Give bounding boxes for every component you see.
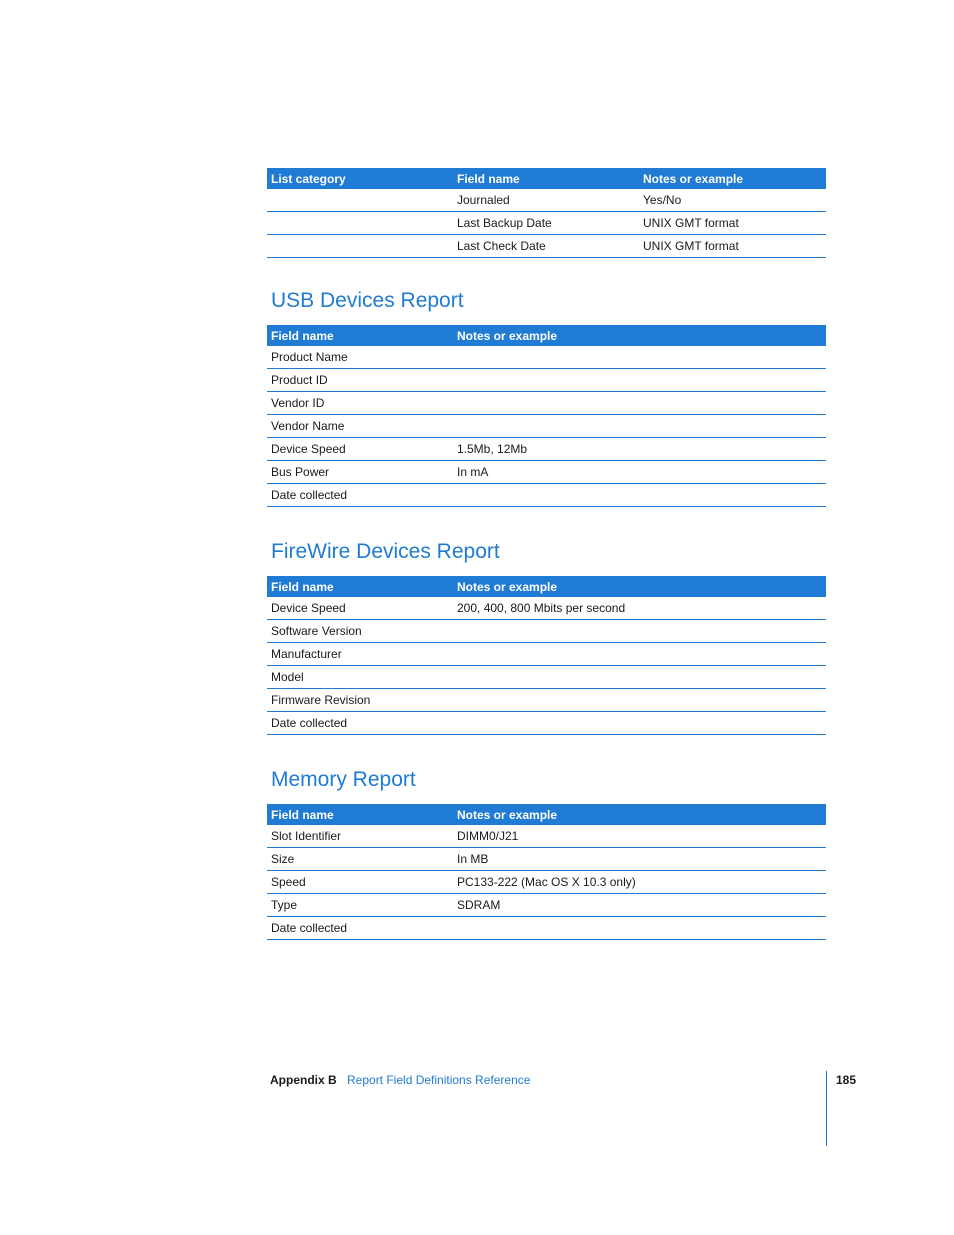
table-row <box>267 712 826 735</box>
table-cell: Date collected <box>267 484 453 507</box>
table-cell: Model <box>267 666 453 689</box>
firewire-devices-table <box>267 576 826 735</box>
table-header-row <box>267 168 826 189</box>
usb-section-title: USB Devices Report <box>271 289 464 312</box>
memory-section-title: Memory Report <box>271 768 416 791</box>
table-cell <box>453 643 826 666</box>
column-header: Field name <box>267 325 453 346</box>
table-cell: Vendor Name <box>267 415 453 438</box>
table-cell: Slot Identifier <box>267 825 453 848</box>
column-header: Field name <box>267 576 453 597</box>
table-cell: Product Name <box>267 346 453 369</box>
list-category-table <box>267 168 826 258</box>
footer-appendix-label: Appendix B <box>270 1073 337 1087</box>
table-row <box>267 689 826 712</box>
table-row <box>267 597 826 620</box>
table-cell: SDRAM <box>453 894 826 917</box>
table-row <box>267 369 826 392</box>
column-header: Notes or example <box>453 576 826 597</box>
table-row <box>267 894 826 917</box>
table-header-row <box>267 804 826 825</box>
table-cell <box>267 189 453 212</box>
column-header: Field name <box>453 168 639 189</box>
table-cell: 1.5Mb, 12Mb <box>453 438 826 461</box>
table-cell: In mA <box>453 461 826 484</box>
table-cell: Firmware Revision <box>267 689 453 712</box>
table-cell: Date collected <box>267 917 453 940</box>
table-row <box>267 189 826 212</box>
table-cell: Type <box>267 894 453 917</box>
table-cell: UNIX GMT format <box>639 212 826 235</box>
table-cell: Speed <box>267 871 453 894</box>
table-cell: Product ID <box>267 369 453 392</box>
table-cell <box>453 346 826 369</box>
footer-divider <box>826 1071 827 1146</box>
table-row <box>267 666 826 689</box>
table-cell <box>453 620 826 643</box>
table-row <box>267 346 826 369</box>
table-row <box>267 643 826 666</box>
table-cell <box>453 484 826 507</box>
firewire-section-title: FireWire Devices Report <box>271 540 500 563</box>
table-row <box>267 871 826 894</box>
table-cell: Bus Power <box>267 461 453 484</box>
table-header-row <box>267 325 826 346</box>
table-row <box>267 620 826 643</box>
footer-chapter-title: Report Field Definitions Reference <box>347 1073 531 1087</box>
table-cell <box>453 392 826 415</box>
table-cell: DIMM0/J21 <box>453 825 826 848</box>
table-cell: 200, 400, 800 Mbits per second <box>453 597 826 620</box>
table-cell: Software Version <box>267 620 453 643</box>
table-cell: PC133-222 (Mac OS X 10.3 only) <box>453 871 826 894</box>
table-cell: Date collected <box>267 712 453 735</box>
page-number: 185 <box>836 1073 857 1087</box>
table-cell <box>267 212 453 235</box>
table-row <box>267 484 826 507</box>
table-row <box>267 848 826 871</box>
table-cell: Device Speed <box>267 438 453 461</box>
table-cell: UNIX GMT format <box>639 235 826 258</box>
column-header: Field name <box>267 804 453 825</box>
table-cell <box>453 415 826 438</box>
table-row <box>267 917 826 940</box>
table-row <box>267 392 826 415</box>
memory-table <box>267 804 826 940</box>
table-cell: Size <box>267 848 453 871</box>
table-cell <box>453 712 826 735</box>
column-header: List category <box>267 168 453 189</box>
table-cell <box>453 689 826 712</box>
column-header: Notes or example <box>639 168 826 189</box>
table-cell <box>267 235 453 258</box>
table-cell: Yes/No <box>639 189 826 212</box>
table-cell: Device Speed <box>267 597 453 620</box>
table-cell: In MB <box>453 848 826 871</box>
table-row <box>267 235 826 258</box>
column-header: Notes or example <box>453 325 826 346</box>
table-header-row <box>267 576 826 597</box>
table-cell: Journaled <box>453 189 639 212</box>
table-row <box>267 825 826 848</box>
column-header: Notes or example <box>453 804 826 825</box>
table-row <box>267 415 826 438</box>
table-cell <box>453 917 826 940</box>
table-cell <box>453 369 826 392</box>
table-row <box>267 461 826 484</box>
table-cell: Manufacturer <box>267 643 453 666</box>
table-cell: Vendor ID <box>267 392 453 415</box>
usb-devices-table <box>267 325 826 507</box>
table-row <box>267 212 826 235</box>
table-cell <box>453 666 826 689</box>
table-row <box>267 438 826 461</box>
table-cell: Last Backup Date <box>453 212 639 235</box>
table-cell: Last Check Date <box>453 235 639 258</box>
